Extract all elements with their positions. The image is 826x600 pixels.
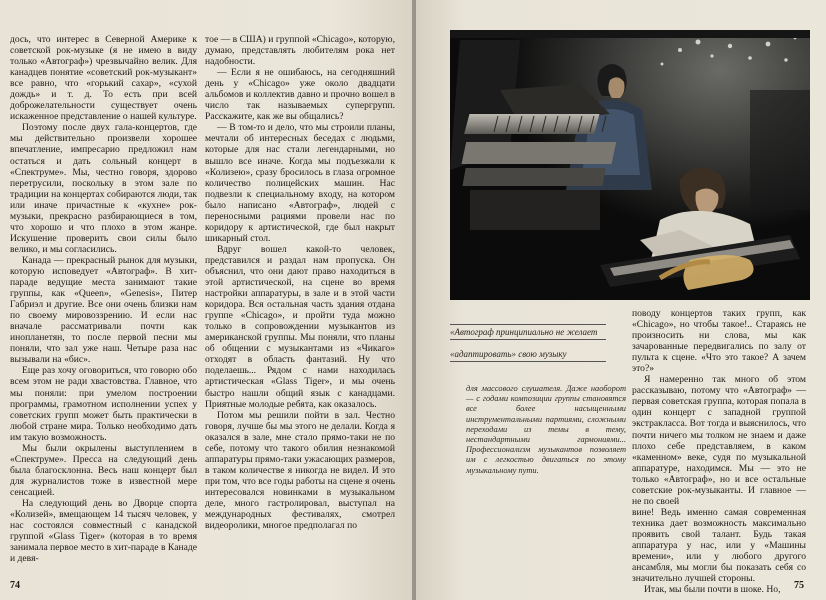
paragraph: Канада — прекрасный рынок для музыки, которую исповедует «Автограф». В хит-параде ведущие места занимают такие группы, как «Queen», «Genesis», Питер Габриэл и другие. Все они очень близки нам по своему мировоззрению. И если нас вначале рассматривали почти как инопланетян, то после первой песни мы поняли, что зал уже наш. Четыре раза нас вызывали на «бис». [10, 254, 197, 366]
left-page [0, 0, 412, 600]
concert-photo [450, 30, 810, 300]
pull-quote-line-1: «Автограф принципиально не желает [450, 324, 606, 340]
caption-text: для массового слушателя. Даже наоборот — с годами композиции группы становятся все более насыщенными инструментальными партиями, сложными переходами из темы в тему, нестандартными гармониями... Профессионализм музыкантов позволяет им с легкостью двигаться по этому музыкальному пути. [466, 384, 626, 475]
paragraph: Еще раз хочу оговориться, что говорю обо всем этом не ради хвастовства. Главное, что мы поняли: при умелом построении программы, грамотном исполнении успех у советских групп может быть практически в любой стране мира. Только необходимо дать им такую возможность. [10, 365, 197, 443]
interview-question: — Если я не ошибаюсь, на сегодняшний день у «Chicago» уже около двадцати альбомов и коллектив давно и прочно вошел в число так называемых супергрупп. Расскажите, как же вы общались? [205, 67, 395, 123]
paragraph: тое — в США) и группой «Chicago», которую, думаю, представлять любителям рока нет надобности. [205, 34, 395, 68]
page-number-left: 74 [10, 580, 20, 591]
paragraph: — В том-то и дело, что мы строили планы, мечтали об интересных беседах с людьми, которые для нас стали легендарными, но вышло все иначе. Когда мы подъезжали к «Колизею», сразу бросилось в глаза огромное количество полицейских машин. Нас подвезли к специальному входу, на котором было написано «Автограф», людей с переносными рациями провели нас по коридору к артистической, где был накрыт шикарный стол. [205, 122, 395, 244]
left-column-2 [205, 34, 395, 579]
paragraph: дось, что интерес в Северной Америке к советской рок-музыке (я не имею в виду только «Автограф») чрезвычайно велик. Для канадцев понятие «советский рок-музыкант» все равно, что «горький сахар», «сухой дождь» и т. д. То есть при всей доброжелательности существует очень искаженное представление о нашей культуре. [10, 34, 197, 123]
paragraph: вине! Ведь именно самая современная техника дает возможность максимально проявить свой талант. Будь такая аппаратура у нас, или у «Машины времени», или у любого другого ансамбля, мы могли бы показать себя со значительно лучшей стороны. [632, 506, 806, 585]
paragraph: Итак, мы были почти в шоке. Но, [644, 584, 781, 596]
left-column-1 [10, 34, 197, 574]
paragraph: Вдруг вошел какой-то человек, представился и раздал нам пропуска. Он объяснил, что они дают право находиться в этой артистической, на сцене во время настройки аппаратуры, в зале и в этой части коридора. Вся остальная часть здания отдана группе «Chicago», и пройти туда можно только в сопровождении музыкантов из американской группы. Мы поняли, что планы об общении с музыкантами из «Чикаго» отходят в область фантазий. Ну что поделаешь... Рядом с нами находилась артистическая «Glass Tiger», и мы очень быстро нашли общий язык с канадцами. Приятные молодые ребята, как оказалось. [205, 243, 395, 410]
paragraph: Поэтому после двух гала-концертов, где мы действительно произвели хорошее впечатление, импресарио предложил нам остаться и дать сольный концерт в «Спектруме». Мы, честно говоря, здорово перетрусили, поскольку в этом зале по традиции на концертах собираются люди, так или иначе причастные к «кухне» рок-музыки, прекрасно разбирающиеся в том, что хорошо и что плохо в этом жанре. Искушение проверить свои силы было велико, и мы согласились. [10, 122, 197, 255]
musicians-on-stage-image [450, 30, 810, 300]
paragraph: На следующий день во Дворце спорта «Колизей», вмещающем 14 тысяч человек, у нас состоялся совместный с канадской группой «Glass Tiger» (которая в то время занимала первое место в хит-параде в Канаде и девя- [10, 497, 197, 565]
photo-caption [466, 384, 626, 476]
page-number-right: 75 [794, 580, 804, 591]
paragraph: Потом мы решили пойти в зал. Честно говоря, лучше бы мы этого не делали. Когда я оказался в зале, мне стало прямо-таки не по себе, потому что такого обилия незнакомой аппаратуры прямо-таки ужасающих размеров, в таком количестве я никогда не видел. И это при том, что все годы работы на сцене я очень интересовался новинками в музыкальном деле, много гастролировал, выступал на международных фестивалях, смотрел видеоролики, многое предполагал по [205, 409, 395, 532]
paragraph: Я намеренно так много об этом рассказываю, потому что «Автограф» — первая советская группа, которая попала в один концерт с западной группой экстракласса. Вот тогда и выяснилось, что почти ничего мы толком не знаем и даже плохо себе представляем, в каком «каменном» веке, судя по музыкальной аппаратуре, находимся. Мы — это не только «Автограф», но и все остальные советские рок-музыканты. И главное — не по своей [632, 374, 806, 507]
paragraph: поводу концертов таких групп, как «Chicago», но чтобы такое!.. Стараясь не произносить ни слова, мы как зачарованные передвигались по залу от пульта к сцене. «Что это такое? А зачем это?» [632, 308, 806, 375]
pull-quote-line-2: «адаптировать» свою музыку [450, 347, 606, 362]
paragraph: Мы были окрылены выступлением в «Спектруме». Пресса на следующий день была благосклонна. Весь наш концерт был для журналистов тоже в известной мере сенсацией. [10, 442, 197, 498]
